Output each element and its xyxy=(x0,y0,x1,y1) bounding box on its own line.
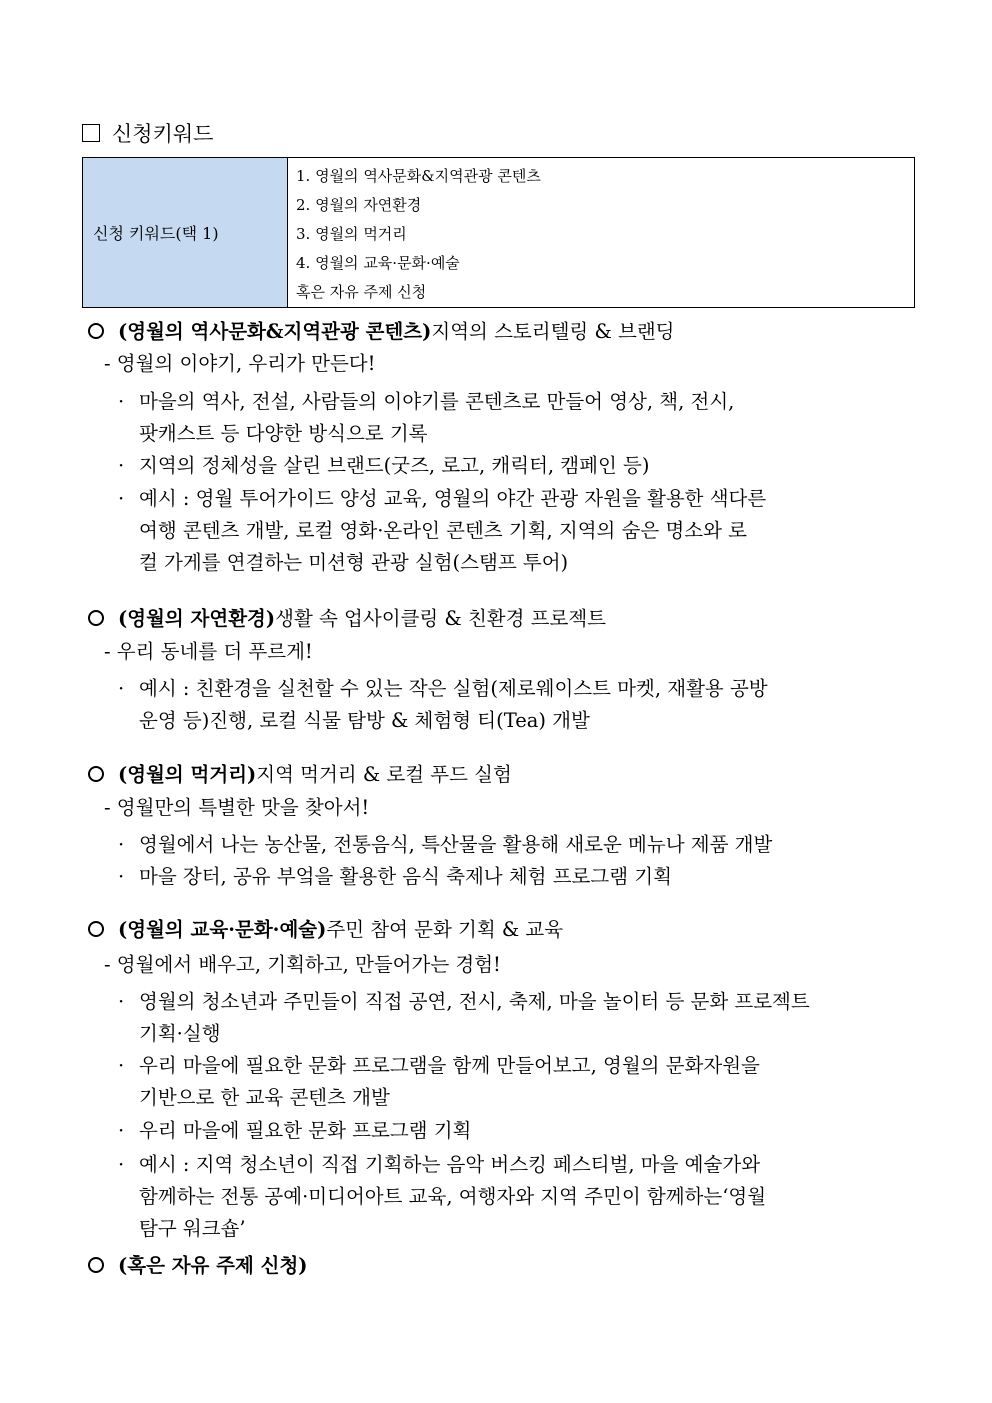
bullet-line: 기반으로 한 교육 콘텐츠 개발 xyxy=(139,1086,390,1109)
section-title xyxy=(88,1250,308,1282)
bullet-dot: · xyxy=(118,487,125,510)
heading-title: 신청키워드 xyxy=(112,122,214,146)
circle-bullet-icon xyxy=(88,766,104,782)
bullet-line: 기획·실행 xyxy=(139,1022,221,1045)
circle-bullet-icon xyxy=(88,1257,104,1273)
section-keyword: (영월의 교육·문화·예술) xyxy=(118,918,327,941)
section-keyword: (혹은 자유 주제 신청) xyxy=(118,1254,308,1277)
bullet-line: 지역의 정체성을 살린 브랜드(굿즈, 로고, 캐릭터, 캠페인 등) xyxy=(139,454,650,477)
bullet-line: 영월의 청소년과 주민들이 직접 공연, 전시, 축제, 마을 놀이터 등 문화 프로젝트 xyxy=(139,990,810,1013)
bullet-dot: · xyxy=(118,390,125,413)
bullet-item xyxy=(118,861,922,893)
bullet-dot: · xyxy=(118,833,125,856)
bullet-item xyxy=(118,1115,922,1147)
bullet-item xyxy=(118,450,922,482)
bullet-item xyxy=(118,1149,922,1245)
section-subtitle: - 영월에서 배우고, 기획하고, 만들어가는 경험! xyxy=(104,953,501,976)
bullet-line: 팟캐스트 등 다양한 방식으로 기록 xyxy=(139,422,428,445)
bullet-item xyxy=(118,829,922,861)
bullet-item xyxy=(118,1050,922,1114)
bullet-line: 마을의 역사, 전설, 사람들의 이야기를 콘텐츠로 만들어 영상, 책, 전시, xyxy=(139,390,735,413)
section-keyword: (영월의 먹거리) xyxy=(118,763,257,786)
section-topic: 지역 먹거리 & 로컬 푸드 실험 xyxy=(256,763,512,786)
bullet-line: 컬 가게를 연결하는 미션형 관광 실험(스탬프 투어) xyxy=(139,551,569,574)
bullet-line: 탐구 워크숍’ xyxy=(139,1217,246,1240)
bullet-dot: · xyxy=(118,454,125,477)
bullet-line: 마을 장터, 공유 부엌을 활용한 음식 축제나 체험 프로그램 기획 xyxy=(139,865,672,888)
bullet-line: 예시 : 친환경을 실천할 수 있는 작은 실험(제로웨이스트 마켓, 재활용 공방 xyxy=(139,677,768,700)
bullet-line: 우리 마을에 필요한 문화 프로그램을 함께 만들어보고, 영월의 문화자원을 xyxy=(139,1054,760,1077)
section-title xyxy=(88,316,675,348)
section-keyword: (영월의 역사문화&지역관광 콘텐츠) xyxy=(118,320,432,343)
bullet-item xyxy=(118,986,922,1050)
bullet-item xyxy=(118,483,922,579)
keyword-item: 3. 영월의 먹거리 xyxy=(296,225,407,243)
section-heading xyxy=(82,118,213,148)
section-topic: 생활 속 업사이클링 & 친환경 프로젝트 xyxy=(275,607,607,630)
bullet-dot: · xyxy=(118,677,125,700)
bullet-line: 함께하는 전통 공예·미디어아트 교육, 여행자와 지역 주민이 함께하는‘영월 xyxy=(139,1185,767,1208)
keyword-item: 혹은 자유 주제 신청 xyxy=(296,283,427,301)
circle-bullet-icon xyxy=(88,610,104,626)
bullet-line: 여행 콘텐츠 개발, 로컬 영화·온라인 콘텐츠 기획, 지역의 숨은 명소와 로 xyxy=(139,519,748,542)
keyword-item: 4. 영월의 교육·문화·예술 xyxy=(296,254,460,272)
section-title xyxy=(88,759,512,791)
bullet-line: 예시 : 지역 청소년이 직접 기획하는 음악 버스킹 페스티벌, 마을 예술가와 xyxy=(139,1153,761,1176)
section-topic: 주민 참여 문화 기획 & 교육 xyxy=(326,918,564,941)
section-subtitle: - 영월의 이야기, 우리가 만든다! xyxy=(104,352,376,375)
bullet-item xyxy=(118,386,922,450)
section-topic: 지역의 스토리텔링 & 브랜딩 xyxy=(431,320,675,343)
bullet-line: 예시 : 영월 투어가이드 양성 교육, 영월의 야간 관광 자원을 활용한 색다른 xyxy=(139,487,767,510)
section-subtitle: - 영월만의 특별한 맛을 찾아서! xyxy=(104,796,370,819)
bullet-item xyxy=(118,673,922,737)
bullet-dot: · xyxy=(118,1054,125,1077)
circle-bullet-icon xyxy=(88,921,104,937)
bullet-dot: · xyxy=(118,1119,125,1142)
bullet-line: 영월에서 나는 농산물, 전통음식, 특산물을 활용해 새로운 메뉴나 제품 개발 xyxy=(139,833,773,856)
section-keyword: (영월의 자연환경) xyxy=(118,607,276,630)
keyword-table-header: 신청 키워드(택 1) xyxy=(83,158,288,308)
circle-bullet-icon xyxy=(88,323,104,339)
keyword-item: 1. 영월의 역사문화&지역관광 콘텐츠 xyxy=(296,167,541,185)
keyword-table xyxy=(82,157,915,308)
section-title xyxy=(88,603,606,635)
bullet-dot: · xyxy=(118,1153,125,1176)
bullet-dot: · xyxy=(118,990,125,1013)
bullet-line: 우리 마을에 필요한 문화 프로그램 기획 xyxy=(139,1119,472,1142)
keyword-item: 2. 영월의 자연환경 xyxy=(296,196,422,214)
checkbox-square-icon xyxy=(82,124,100,142)
section-subtitle: - 우리 동네를 더 푸르게! xyxy=(104,640,313,663)
bullet-dot: · xyxy=(118,865,125,888)
bullet-line: 운영 등)진행, 로컬 식물 탐방 & 체험형 티(Tea) 개발 xyxy=(139,709,590,732)
section-title xyxy=(88,914,563,946)
keyword-table-list xyxy=(288,158,915,308)
